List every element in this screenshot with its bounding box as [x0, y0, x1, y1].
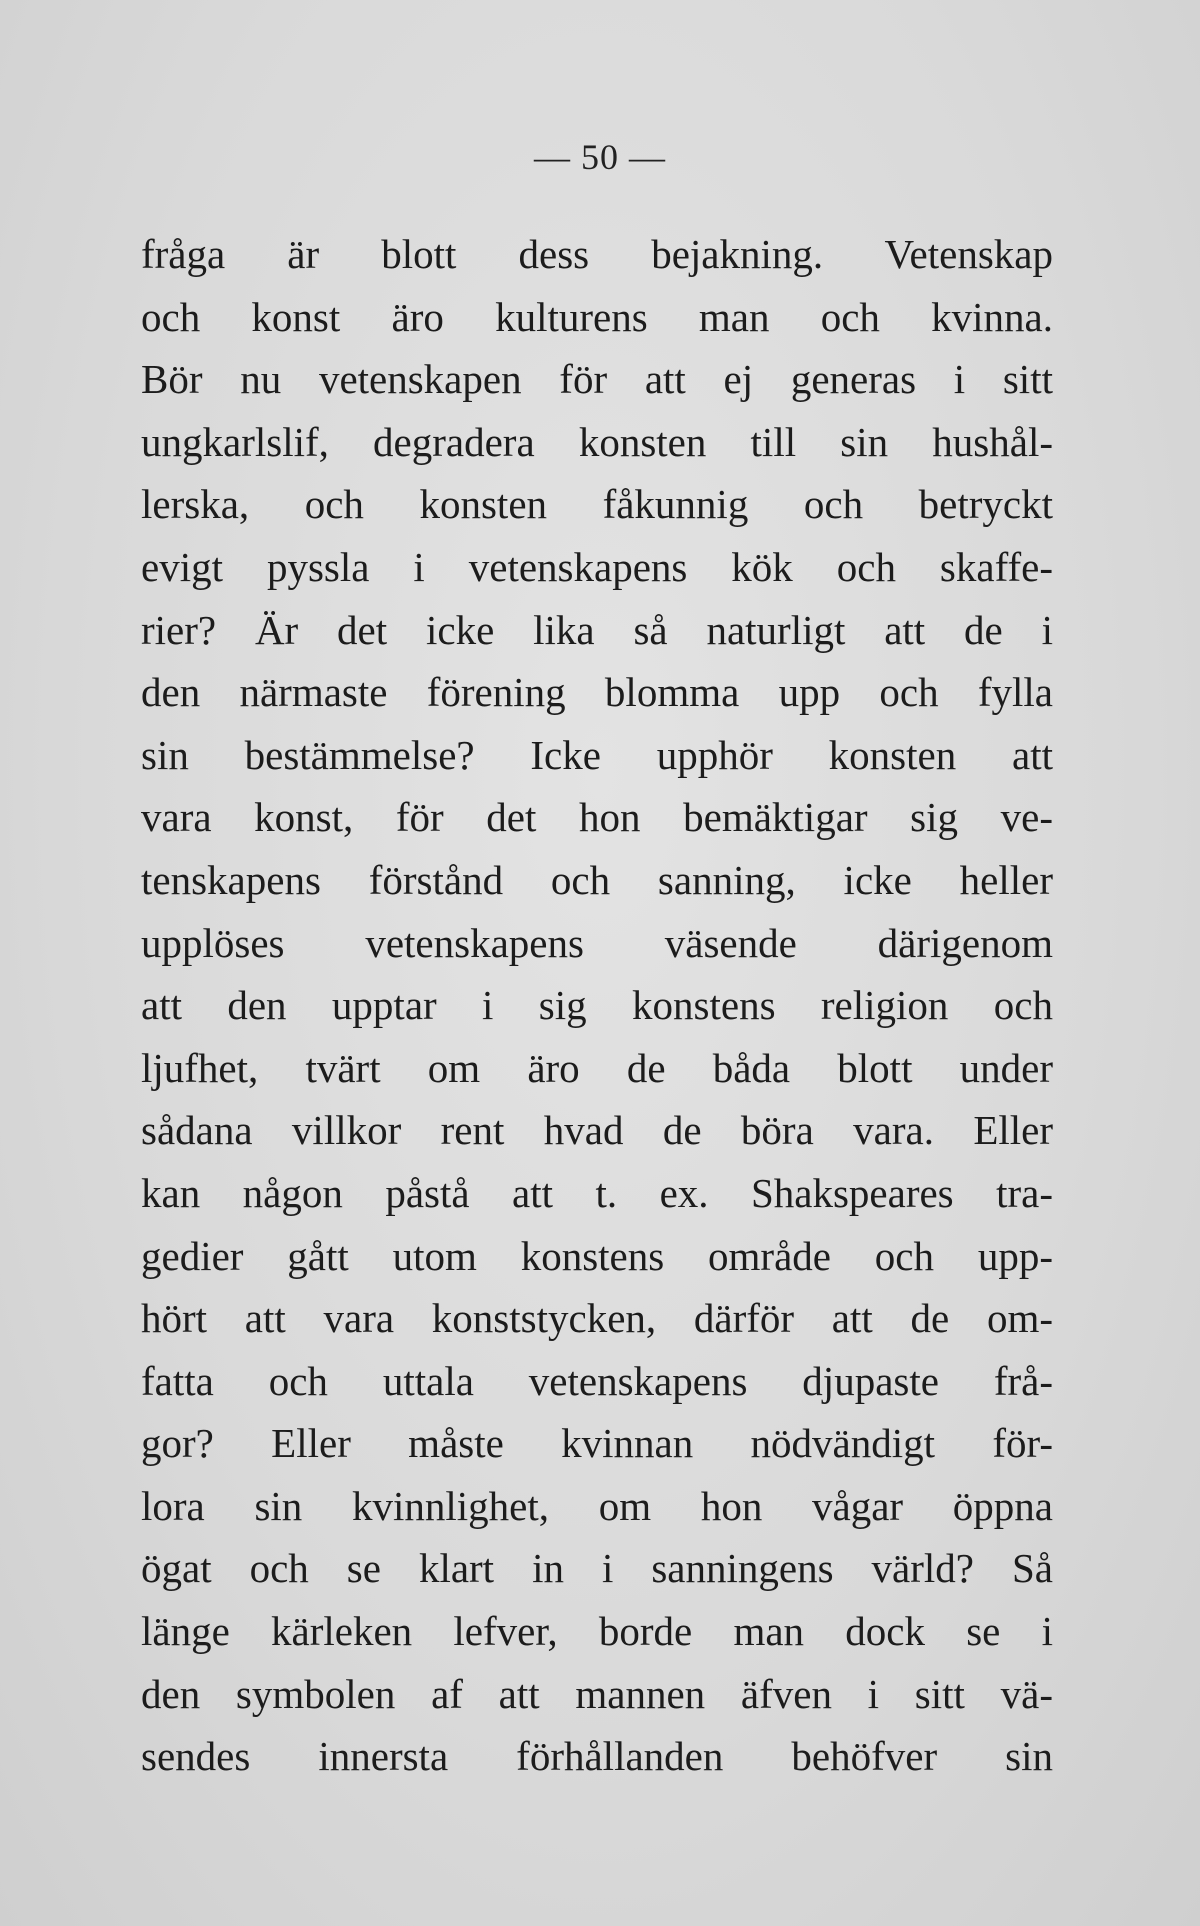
text-line: fråga är blott dess bejakning. Vetenskap: [141, 231, 1053, 277]
text-line: tenskapens förstånd och sanning, icke heller: [141, 856, 1053, 903]
text-line: rier? Är det icke lika så naturligt att de i: [141, 606, 1053, 653]
text-line: sendes innersta förhållanden behöfver sin: [141, 1733, 1053, 1780]
text-line: gor? Eller måste kvinnan nödvändigt för-: [141, 1420, 1053, 1467]
body-text: [141, 223, 1053, 1788]
text-line: sådana villkor rent hvad de böra vara. Eller: [141, 1107, 1053, 1154]
text-line: lora sin kvinnlighet, om hon vågar öppna: [141, 1482, 1053, 1529]
text-line: gedier gått utom konstens område och upp-: [141, 1232, 1053, 1279]
text-line: Bör nu vetenskapen för att ej generas i sitt: [141, 356, 1053, 403]
text-line: vara konst, för det hon bemäktigar sig ve-: [141, 794, 1053, 841]
text-line: att den upptar i sig konstens religion och: [141, 982, 1053, 1029]
text-line: den symbolen af att mannen äfven i sitt vä-: [141, 1670, 1053, 1717]
text-line: länge kärleken lefver, borde man dock se i: [141, 1608, 1053, 1655]
text-line: lerska, och konsten fåkunnig och betryckt: [141, 481, 1053, 528]
text-line: ögat och se klart in i sanningens värld? Så: [141, 1545, 1053, 1592]
text-line: ljufhet, tvärt om äro de båda blott under: [141, 1044, 1053, 1091]
text-line: fatta och uttala vetenskapens djupaste frå-: [141, 1357, 1053, 1404]
text-line: hört att vara konststycken, därför att de om-: [141, 1295, 1053, 1342]
text-line: upplöses vetenskapens väsende därigenom: [141, 919, 1053, 966]
text-line: ungkarlslif, degradera konsten till sin hushål-: [141, 418, 1053, 465]
text-line: och konst äro kulturens man och kvinna.: [141, 293, 1053, 340]
text-line: den närmaste förening blomma upp och fylla: [141, 669, 1053, 716]
text-line: sin bestämmelse? Icke upphör konsten att: [141, 731, 1053, 778]
page-number: — 50 —: [534, 137, 666, 177]
text-line: kan någon påstå att t. ex. Shakspeares tra-: [141, 1169, 1053, 1216]
text-line: evigt pyssla i vetenskapens kök och skaffe-: [141, 543, 1053, 590]
